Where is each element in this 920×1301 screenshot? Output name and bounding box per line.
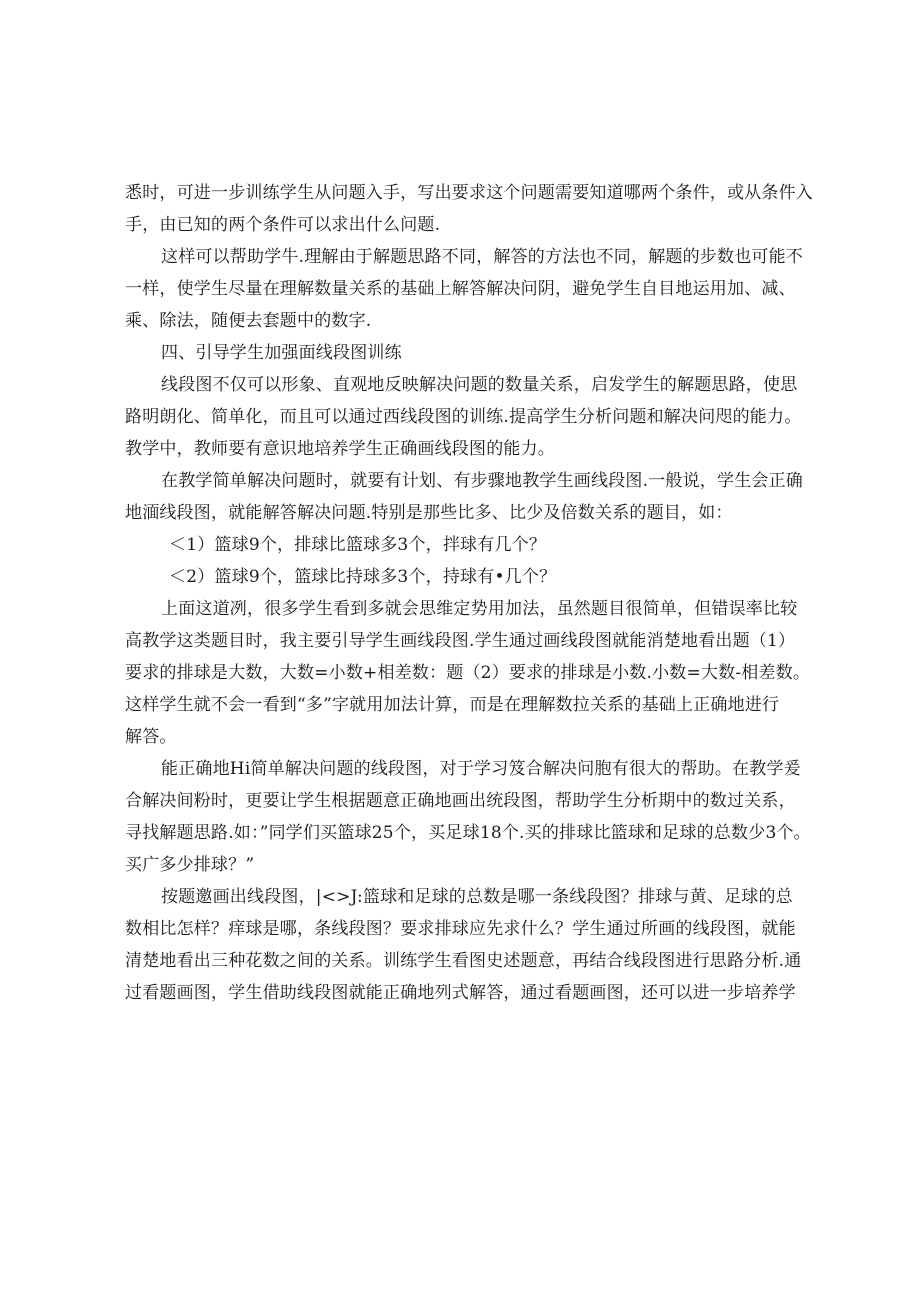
section-heading: 四、引导学生加强面线段图训练	[161, 343, 402, 363]
text-line: 上面这道冽，很多学生看到多就会思维定势用加法，虽然题目很简单，但错误率比较	[161, 599, 798, 619]
text-line: 清楚地看出三种花数之间的关系。训练学生看图史述题意，再结合线段图进行思路分析.通	[125, 951, 802, 971]
text-line: 悉时，可进一步训练学生从问题入手，写出要求这个问题需要知道哪两个条件，或从条件入	[125, 183, 813, 203]
text-line: 手，由已知的两个条件可以求出什么问题.	[125, 215, 441, 235]
text-line: 线段图不仅可以形象、直观地反映解决问题的数量关系，启发学生的解题思路，使思	[161, 375, 798, 395]
text-line: 解答。	[125, 727, 177, 747]
text-line: 路明朗化、简单化，而且可以通过西线段图的训练.提高学生分析问题和解决问咫的能力。	[125, 407, 802, 427]
text-line: 数相比怎样？痒球是哪，条线段图？要求排球应先求什么？学生通过所画的线段图，就能	[125, 919, 796, 939]
text-line: 按题邀画出线段图，|<>J:篮球和足球的总数是哪一条线段图？排球与黄、足球的总	[161, 887, 793, 907]
text-line: 在教学简单解决问题时，就要有计划、有步骤地教学生画线段图.一般说，学生会正确	[161, 471, 804, 491]
text-line: 地湎线段图，就能解答解决问题.特别是那些比多、比少及倍数关系的题目，如：	[125, 503, 733, 523]
example-item: ＜2）篮球9个，篮球比持球多3个，持球有•几个？	[169, 567, 557, 587]
text-line: 高教学这类题目时，我主要引导学生画线段图.学生通过画线段图就能消楚地看出题（1）	[125, 631, 796, 651]
text-line: 过看题画图，学生借助线段图就能正确地列式解答，通过看题画图，还可以进一步培养学	[125, 983, 796, 1003]
example-item: ＜1）篮球9个，排球比篮球多3个，拌球有几个？	[169, 535, 547, 555]
text-line: 乘、除法，随便去套题中的数字.	[125, 311, 372, 331]
text-line: 这样学生就不会一看到“多”字就用加法计算，而是在理解数拉关系的基础上正确地进行	[125, 695, 780, 715]
text-line: 能正确地Hi简单解决问题的线段图，对于学习笈合解决问胞有很大的帮助。在教学爰	[161, 759, 801, 779]
text-line: 一样，使学生尽量在理解数量关系的基础上解答解决问阴，避免学生自目地运用加、减、	[125, 279, 796, 299]
body-text	[125, 177, 813, 1009]
text-line: 寻找解题思路.如：”同学们买篮球25个，买足球18个.买的排球比篮球和足球的总数少3个。	[125, 823, 811, 843]
text-line: 要求的排球是大数，大数=小数+相差数：题（2）要求的排球是小数.小数=大数-相差数。	[125, 663, 811, 683]
text-line: 这样可以帮助学牛.理解由于解题思路不同，解答的方法也不同，解题的步数也可能不	[161, 247, 804, 267]
text-line: 合解决间粉时，更要让学生根据题意正确地画出统段图，帮助学生分析期中的数过关系，	[125, 791, 796, 811]
text-line: 买广多少排球？”	[125, 855, 255, 875]
text-line: 教学中，教师要有意识地培养学生正确画线段图的能力。	[125, 439, 555, 459]
